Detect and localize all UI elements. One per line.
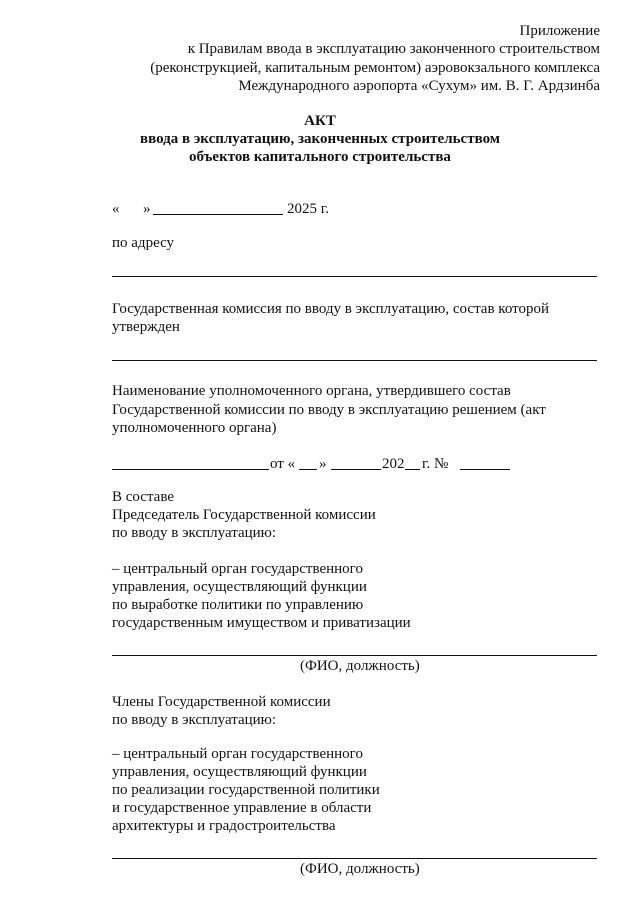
date-close-quote: » [143, 201, 151, 217]
member-org-line-1: – центральный орган государственного [112, 746, 363, 762]
date-open-quote: « [112, 201, 120, 217]
act-subtitle-2: объектов капитального строительства [189, 149, 451, 165]
commission-line-1: Государственная комиссия по вводу в эксплуатацию, состав которой [112, 301, 550, 317]
decision-year-blank [405, 469, 420, 470]
member-org-line-2: управления, осуществляющий функции [112, 764, 367, 780]
date-blank [153, 214, 283, 215]
members-line-2: по вводу в эксплуатацию: [112, 712, 277, 728]
appendix-label: Приложение [519, 23, 600, 39]
chair-signature-caption: (ФИО, должность) [300, 658, 420, 674]
members-line-1: Члены Государственной комиссии [112, 694, 331, 710]
decision-number-label: г. № [422, 456, 449, 472]
member-org-line-3: по реализации государственной политики [112, 782, 380, 798]
address-blank [112, 276, 597, 277]
appendix-line-4: Международного аэропорта «Сухум» им. В. Г. Ардзинба [238, 78, 600, 94]
organ-line-3: уполномоченного органа) [112, 420, 277, 436]
composition-label: В составе [112, 489, 174, 505]
decision-year: 202 [382, 456, 405, 472]
commission-blank [112, 360, 597, 361]
chair-org-line-2: управления, осуществляющий функции [112, 579, 367, 595]
decision-day-blank [299, 469, 317, 470]
appendix-line-3: (реконструкцией, капитальным ремонтом) аэровокзального комплекса [150, 60, 600, 76]
chair-org-line-3: по выработке политики по управлению [112, 597, 364, 613]
act-subtitle-1: ввода в эксплуатацию, законченных строительством [139, 131, 501, 147]
member-org-line-4: и государственное управление в области [112, 800, 372, 816]
chair-line-1: Председатель Государственной комиссии [112, 507, 376, 523]
commission-line-2: утвержден [112, 319, 180, 335]
member-org-line-5: архитектуры и градостроительства [112, 818, 336, 834]
decision-blank-1 [112, 469, 269, 470]
decision-from: от « [270, 456, 296, 472]
decision-number-blank [460, 469, 510, 470]
address-label: по адресу [112, 235, 175, 251]
member-signature-blank [112, 858, 597, 859]
decision-month-blank [331, 469, 381, 470]
organ-line-1: Наименование уполномоченного органа, утвердившего состав [112, 383, 511, 399]
chair-org-line-4: государственным имуществом и приватизации [112, 615, 411, 631]
chair-line-2: по вводу в эксплуатацию: [112, 525, 277, 541]
appendix-line-2: к Правилам ввода в эксплуатацию законченного строительством [187, 41, 600, 57]
date-year: 2025 г. [287, 201, 329, 217]
chair-signature-blank [112, 655, 597, 656]
decision-close-quote: » [319, 456, 327, 472]
chair-org-line-1: – центральный орган государственного [112, 561, 363, 577]
act-title: АКТ [304, 113, 336, 129]
organ-line-2: Государственной комиссии по вводу в эксплуатацию решением (акт [112, 402, 546, 418]
member-signature-caption: (ФИО, должность) [300, 861, 420, 877]
